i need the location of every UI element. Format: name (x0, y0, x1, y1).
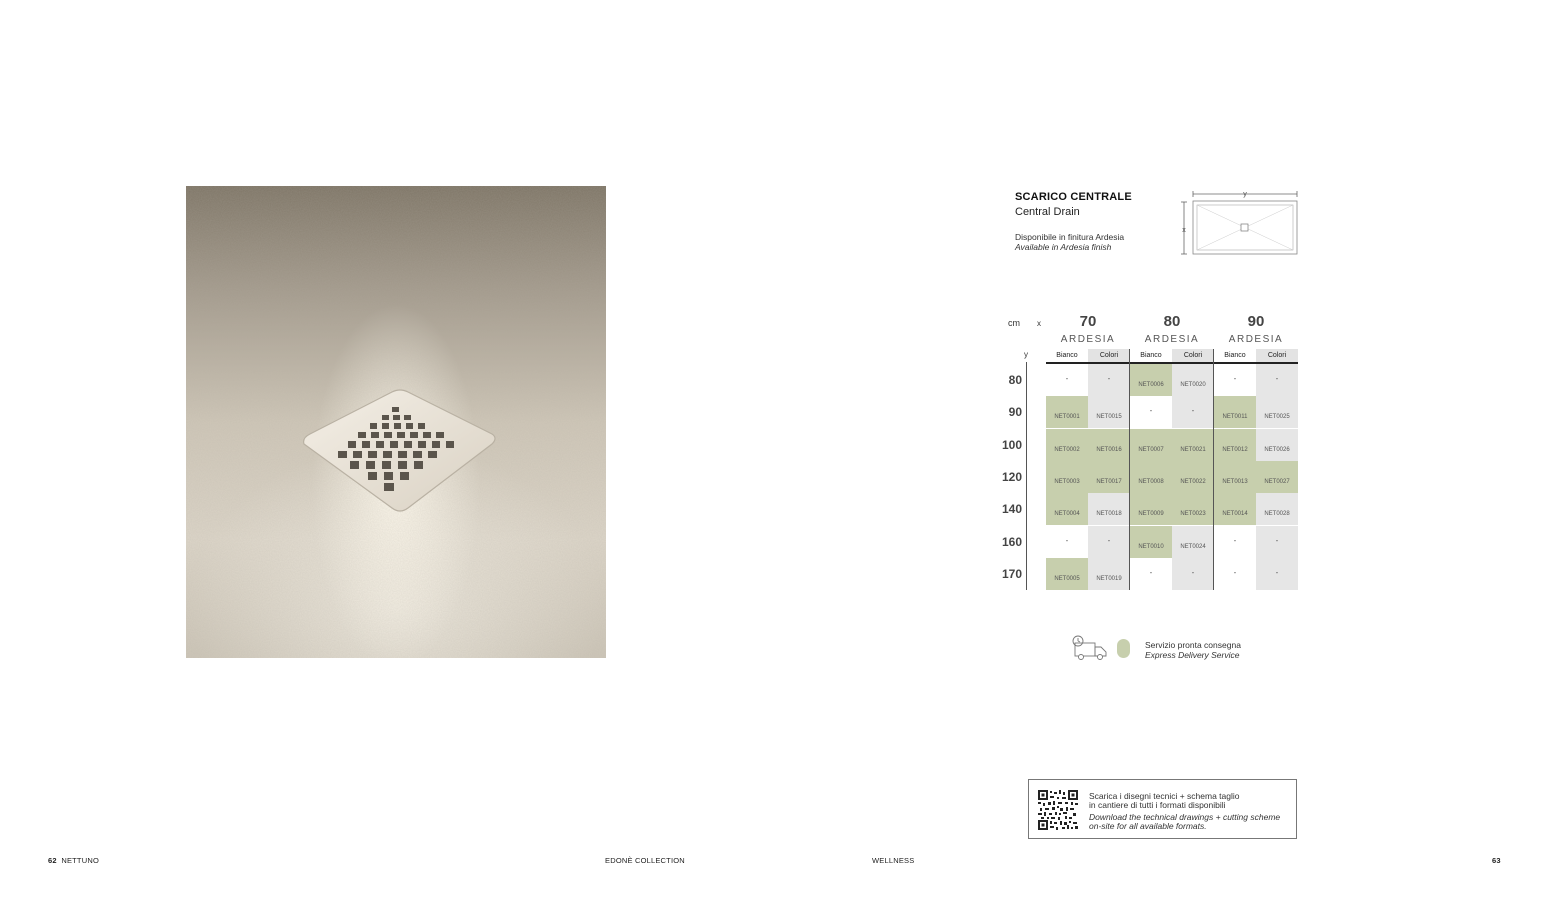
table-cell (1130, 461, 1172, 493)
cell-not-available: - (1275, 567, 1279, 577)
product-code: NET0014 (1222, 511, 1248, 518)
table-cell (1214, 429, 1256, 461)
cell-not-available: - (1149, 567, 1153, 577)
cell-not-available: - (1233, 374, 1237, 383)
product-code: NET0019 (1096, 575, 1122, 582)
subheader-bianco: Bianco (1140, 352, 1162, 359)
table-cell (1088, 558, 1130, 590)
product-code: NET0011 (1222, 414, 1248, 421)
table-cell (1256, 526, 1298, 558)
diagram-x-label: x (1182, 227, 1186, 234)
table-cell (1214, 526, 1256, 558)
table-cell (1172, 558, 1214, 590)
download-text-en-2: on-site for all available formats. (1089, 821, 1207, 831)
diagram-y-label: y (1243, 191, 1247, 198)
drain-icon (1241, 224, 1248, 231)
table-cell (1256, 429, 1298, 461)
group-separator (1129, 349, 1130, 590)
table-cell (1088, 396, 1130, 428)
product-code: NET0015 (1096, 414, 1122, 421)
express-delivery-swatch (1117, 639, 1130, 658)
table-cell (1256, 493, 1298, 525)
product-photo (186, 186, 606, 658)
section-title: SCARICO CENTRALE (1015, 191, 1132, 203)
legend-text-en: Express Delivery Service (1145, 650, 1240, 660)
download-text-en-1: Download the technical drawings + cutting scheme (1089, 812, 1281, 822)
row-length-label: 160 (1001, 534, 1022, 549)
subheader-bianco: Bianco (1056, 352, 1078, 359)
table-cell (1046, 461, 1088, 493)
column-group-finish: ARDESIA (1144, 334, 1200, 345)
row-length-label: 90 (1008, 405, 1022, 420)
category-name: WELLNESS (872, 856, 915, 865)
product-code: NET0013 (1222, 478, 1248, 485)
product-code: NET0027 (1264, 478, 1290, 485)
table-cell (1256, 364, 1298, 396)
column-group-width (1046, 313, 1130, 330)
cell-not-available: - (1233, 535, 1237, 545)
table-cell (1046, 396, 1088, 428)
cell-not-available: - (1275, 535, 1279, 545)
group-separator (1213, 349, 1214, 590)
table-cell (1046, 429, 1088, 461)
table-cell (1046, 526, 1088, 558)
product-code: NET0002 (1054, 446, 1080, 453)
product-code: NET0012 (1222, 446, 1248, 453)
product-code: NET0025 (1264, 414, 1290, 421)
table-cell (1172, 493, 1214, 525)
table-cell (1214, 558, 1256, 590)
download-text-it-1: Scarica i disegni tecnici + schema taglio (1089, 791, 1240, 801)
section-subtitle: Central Drain (1015, 206, 1080, 218)
product-code: NET0016 (1096, 446, 1122, 453)
table-cell (1172, 429, 1214, 461)
column-group-width (1130, 313, 1214, 330)
finish-note-en: Available in Ardesia finish (1015, 242, 1112, 252)
row-length-label: 80 (1008, 373, 1022, 387)
product-name: NETTUNO (61, 856, 99, 865)
column-group-finish: ARDESIA (1060, 334, 1116, 345)
page-number-right: 63 (1492, 856, 1501, 865)
product-code: NET0020 (1180, 382, 1206, 388)
table-cell (1130, 493, 1172, 525)
product-code: NET0018 (1096, 511, 1122, 518)
table-cell (1130, 396, 1172, 428)
subheader-bianco: Bianco (1224, 352, 1246, 359)
product-code: NET0005 (1054, 575, 1080, 582)
table-cell (1130, 526, 1172, 558)
table-cell (1172, 526, 1214, 558)
x-axis-label: x (1037, 319, 1041, 328)
table-cell (1130, 364, 1172, 396)
cell-not-available: - (1065, 535, 1069, 545)
cell-not-available: - (1191, 567, 1195, 577)
collection-name: EDONÈ COLLECTION (605, 856, 685, 865)
tray-dimension-diagram (1178, 188, 1302, 258)
table-cell (1130, 558, 1172, 590)
column-group-finish: ARDESIA (1228, 334, 1284, 345)
delivery-truck-icon (1071, 633, 1111, 663)
page-number-left: 62 (48, 856, 57, 865)
table-unit: cm (1008, 318, 1020, 328)
cell-not-available: - (1275, 374, 1279, 383)
table-cell (1214, 364, 1256, 396)
table-cell (1214, 461, 1256, 493)
download-text-it-2: in cantiere di tutti i formati disponibili (1089, 800, 1226, 810)
table-cell (1046, 558, 1088, 590)
cell-not-available: - (1233, 567, 1237, 577)
product-code: NET0007 (1138, 446, 1164, 453)
column-group-width-value: 70 (1077, 313, 1100, 330)
table-cell (1130, 429, 1172, 461)
drain-cover-illustration (186, 186, 606, 658)
table-cell (1214, 396, 1256, 428)
product-code: NET0009 (1138, 511, 1164, 518)
table-cell (1214, 493, 1256, 525)
column-group-width-value: 90 (1245, 313, 1268, 330)
table-cell (1256, 558, 1298, 590)
product-code: NET0010 (1138, 543, 1164, 550)
table-cell (1088, 526, 1130, 558)
column-group-width-value: 80 (1161, 313, 1184, 330)
finish-note-it: Disponibile in finitura Ardesia (1015, 232, 1125, 242)
product-code: NET0026 (1264, 446, 1290, 453)
table-cell (1088, 461, 1130, 493)
table-cell (1046, 493, 1088, 525)
product-code: NET0008 (1138, 478, 1164, 485)
row-length-label: 120 (1001, 469, 1022, 484)
table-cell (1088, 364, 1130, 396)
table-cell (1256, 396, 1298, 428)
table-cell (1256, 461, 1298, 493)
product-code: NET0006 (1138, 382, 1164, 388)
table-cell (1046, 364, 1088, 396)
y-axis-label: y (1024, 350, 1028, 359)
subheader-colori: Colori (1172, 349, 1214, 362)
row-length-label: 100 (1001, 437, 1022, 452)
qr-code-icon[interactable] (1038, 790, 1078, 830)
product-code: NET0028 (1264, 511, 1290, 518)
product-code: NET0003 (1054, 478, 1080, 485)
cell-not-available: - (1191, 406, 1195, 416)
table-cell (1088, 493, 1130, 525)
subheader-colori: Colori (1256, 349, 1298, 362)
cell-not-available: - (1065, 374, 1069, 383)
product-code: NET0024 (1180, 543, 1206, 550)
product-code: NET0022 (1180, 478, 1206, 485)
table-cell (1172, 461, 1214, 493)
cell-not-available: - (1149, 406, 1153, 416)
cell-not-available: - (1107, 535, 1111, 545)
product-code: NET0021 (1180, 446, 1206, 453)
product-code: NET0017 (1096, 478, 1122, 485)
download-box[interactable] (1028, 779, 1297, 839)
table-cell (1172, 364, 1214, 396)
product-code: NET0023 (1180, 511, 1206, 518)
column-group-width (1214, 313, 1298, 330)
row-length-label: 140 (1001, 502, 1022, 517)
legend-text-it: Servizio pronta consegna (1145, 640, 1241, 650)
table-cell (1088, 429, 1130, 461)
product-code: NET0001 (1054, 414, 1080, 421)
table-cell (1172, 396, 1214, 428)
row-length-label: 170 (1001, 566, 1022, 581)
product-code: NET0004 (1054, 511, 1080, 518)
footer-left (48, 856, 99, 865)
subheader-colori: Colori (1088, 349, 1130, 362)
length-axis-line (1026, 362, 1027, 590)
cell-not-available: - (1107, 374, 1111, 383)
